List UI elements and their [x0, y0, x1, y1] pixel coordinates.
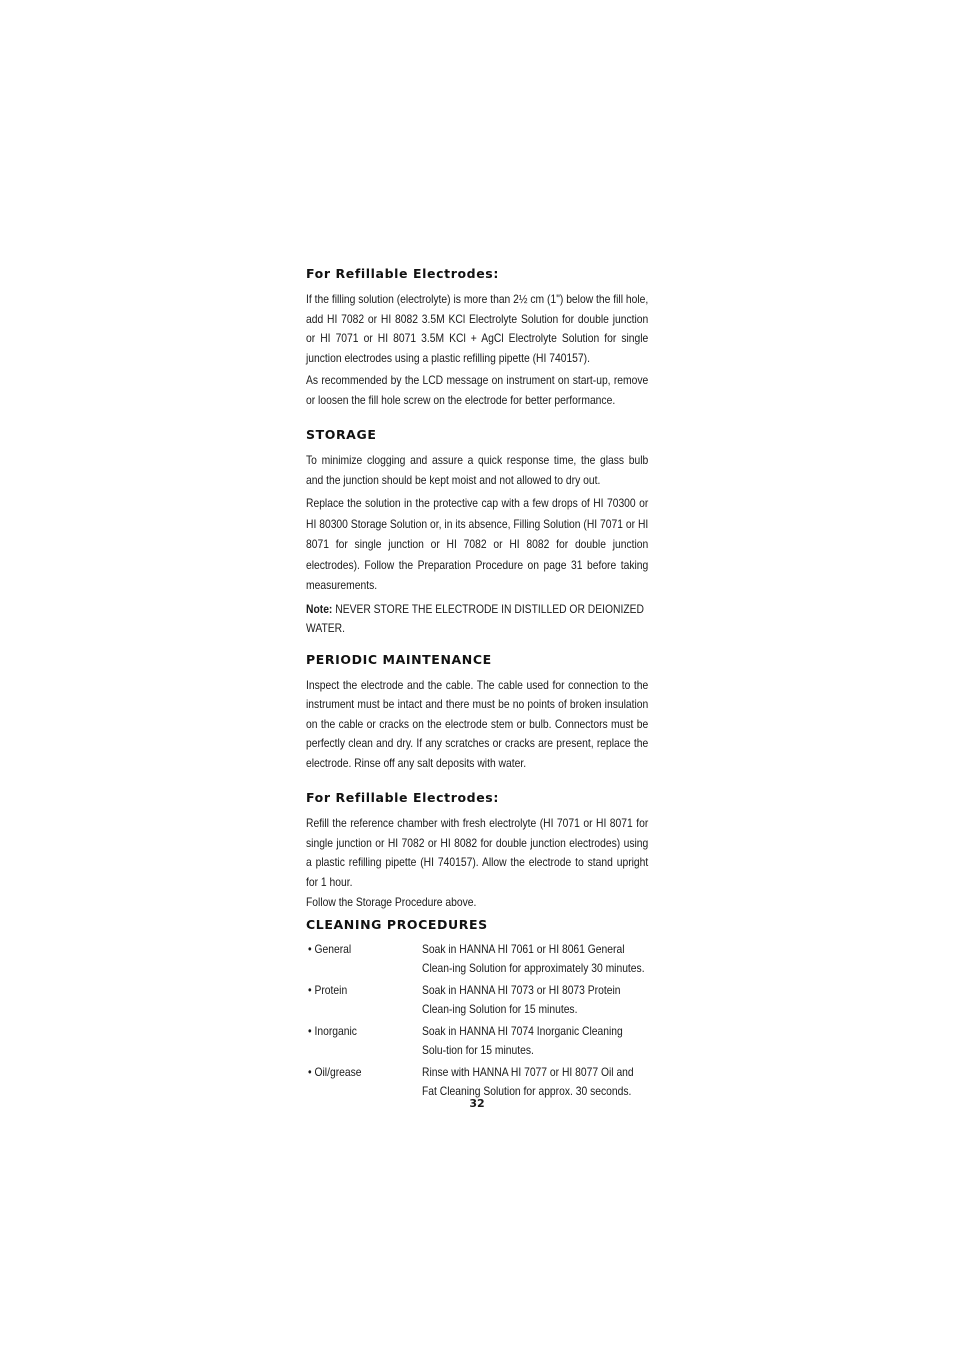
refill2-paragraph-1: Refill the reference chamber with fresh electrolyte (HI 7071 or HI 8071 for single junction or HI 7082 or HI 8082 for double junction electrodes) using a plastic refilling pipette (HI 740157). Allow the electrode to stand upright for 1 hour.	[306, 816, 649, 889]
cleaning-desc: Soak in HANNA HI 7074 Inorganic Cleaning Solu-tion for 15 minutes.	[422, 1023, 623, 1057]
cleaning-desc: Soak in HANNA HI 7061 or HI 8061 General Clean-ing Solution for approximately 30 minutes.	[422, 941, 645, 975]
refill-paragraph-1: If the filling solution (electrolyte) is more than 2½ cm (1") below the fill hole, add HI 7082 or HI 8082 3.5M KCl Electrolyte Solution for double junction or HI 7071 or HI 8071 3.5M KCl + AgCl Electrolyte Solution for single junction electrodes using a plastic refilling pipette (HI 740157).	[306, 292, 649, 365]
storage-note	[306, 600, 648, 639]
page-content	[306, 262, 648, 1102]
cleaning-term: • Oil/grease	[308, 1064, 362, 1079]
section-heading-refillable-1: For Refillable Electrodes:	[306, 266, 499, 281]
note-label: Note:	[306, 601, 333, 616]
cleaning-term: • Inorganic	[308, 1023, 357, 1038]
section-heading-cleaning: CLEANING PROCEDURES	[306, 916, 488, 932]
cleaning-item-oil-grease	[306, 1063, 648, 1102]
cleaning-item-general	[306, 940, 648, 979]
section-heading-storage: STORAGE	[306, 427, 377, 442]
refill2-paragraph-2: Follow the Storage Procedure above.	[306, 895, 477, 909]
section-heading-refillable-2: For Refillable Electrodes:	[306, 790, 499, 805]
storage-paragraph-1: To minimize clogging and assure a quick response time, the glass bulb and the junction should be kept moist and not allowed to dry out.	[306, 453, 649, 487]
cleaning-desc: Soak in HANNA HI 7073 or HI 8073 Protein Clean-ing Solution for 15 minutes.	[422, 982, 621, 1016]
cleaning-item-protein	[306, 981, 648, 1020]
cleaning-item-inorganic	[306, 1022, 648, 1061]
cleaning-term: • General	[308, 941, 352, 956]
maintenance-paragraph: Inspect the electrode and the cable. The cable used for connection to the instrument must be intact and there must be no points of broken insulation on the cable or cracks on the electrode stem or bulb. Connectors must be perfectly clean and dry. If any scratches or cracks are present, replace the electrode. Rinse off any salt deposits with water.	[306, 677, 649, 770]
page-number: 32	[469, 1097, 485, 1110]
storage-paragraph-2: Replace the solution in the protective cap with a few drops of HI 70300 or HI 80300 Storage Solution or, in its absence, Filling Solution (HI 7071 or HI 8071 for single junction or HI 7082 or HI 8082 for double junction electrodes). Follow the Preparation Procedure on page 31 before taking measurements.	[306, 496, 649, 592]
refill-paragraph-2: As recommended by the LCD message on instrument on start-up, remove or loosen the fill hole screw on the electrode for better performance.	[306, 373, 649, 407]
cleaning-term: • Protein	[308, 982, 348, 997]
cleaning-desc: Rinse with HANNA HI 7077 or HI 8077 Oil and Fat Cleaning Solution for approx. 30 seconds.	[422, 1064, 634, 1098]
section-heading-maintenance: PERIODIC MAINTENANCE	[306, 651, 492, 667]
note-text: NEVER STORE THE ELECTRODE IN DISTILLED OR DEIONIZED WATER.	[306, 601, 644, 635]
